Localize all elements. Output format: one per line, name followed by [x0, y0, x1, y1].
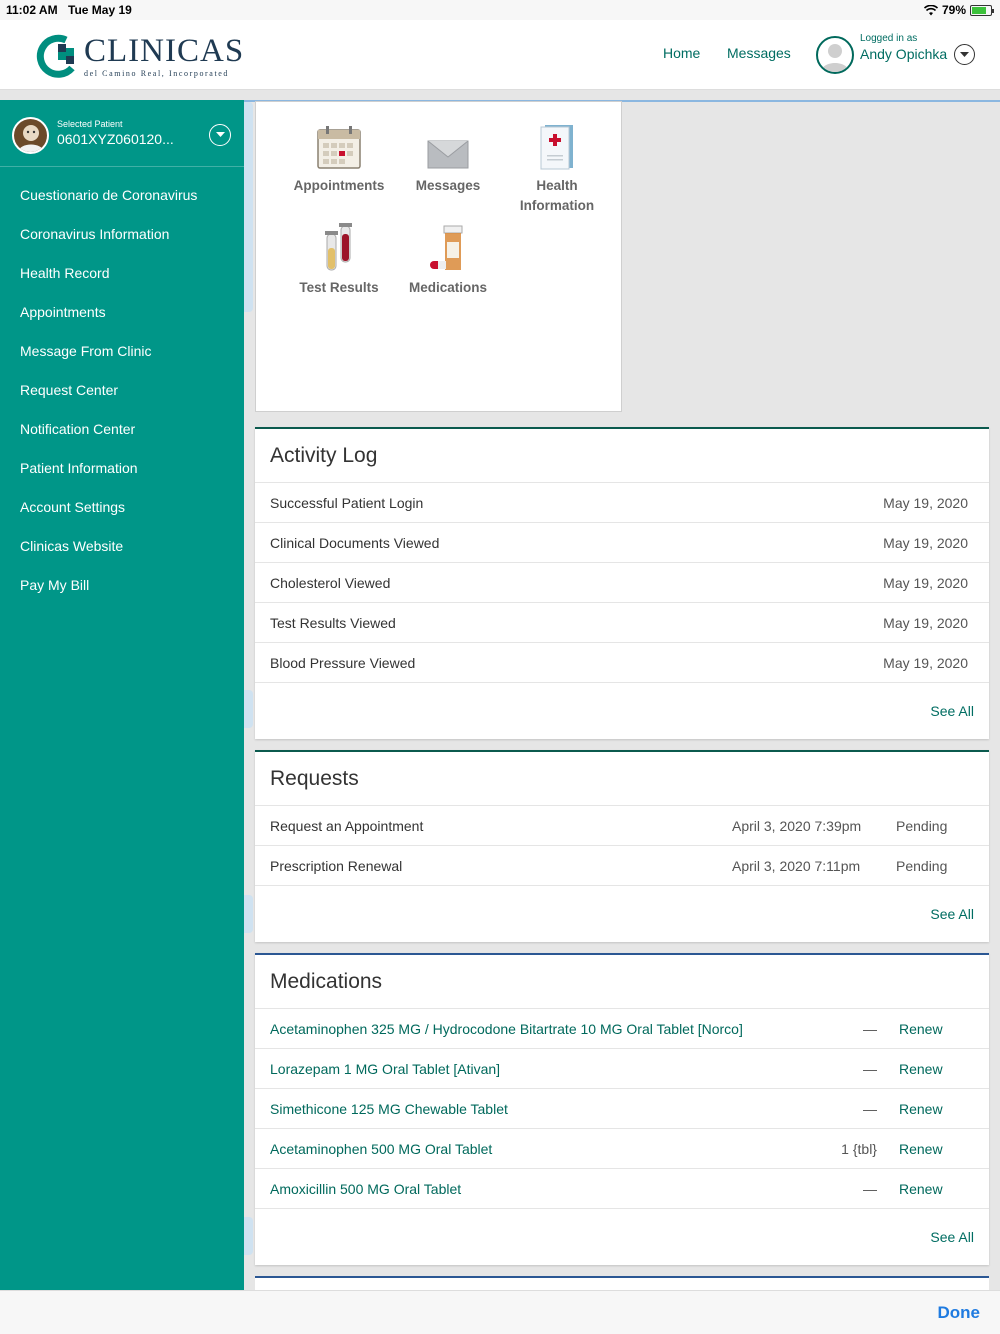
activity-date: May 19, 2020: [883, 615, 968, 631]
quick-link-appointments-label: Appointments: [293, 178, 385, 193]
quick-link-messages-label: Messages: [415, 178, 481, 193]
table-row: [255, 483, 989, 523]
activity-log-title: Activity Log: [255, 429, 989, 483]
app-header: [0, 20, 1000, 90]
table-row: [255, 643, 989, 683]
medication-renew-link[interactable]: Renew: [899, 1141, 943, 1157]
medication-name-link[interactable]: Simethicone 125 MG Chewable Tablet: [270, 1101, 508, 1117]
activity-event: Cholesterol Viewed: [270, 575, 391, 591]
health-book-icon: [539, 122, 575, 170]
pill-bottle-icon: [428, 224, 468, 272]
medication-quantity: —: [863, 1021, 877, 1037]
table-row: [255, 523, 989, 563]
table-row: [255, 1089, 989, 1129]
medication-renew-link[interactable]: Renew: [899, 1061, 943, 1077]
medication-renew-link[interactable]: Renew: [899, 1021, 943, 1037]
status-date: Tue May 19: [68, 3, 132, 17]
sidebar-item-cuestionario[interactable]: Cuestionario de Coronavirus: [20, 187, 198, 203]
sidebar-item-appointments[interactable]: Appointments: [20, 304, 106, 320]
status-bar: [0, 0, 1000, 20]
quick-link-test-results-label: Test Results: [299, 280, 379, 295]
logged-in-label: Logged in as: [860, 33, 918, 44]
panel-scroll-handle[interactable]: [244, 1217, 253, 1255]
table-row: [255, 563, 989, 603]
quick-link-health-information-label-1: Health: [536, 178, 578, 193]
medication-name-link[interactable]: Acetaminophen 325 MG / Hydrocodone Bitartrate 10 MG Oral Tablet [Norco]: [270, 1021, 743, 1037]
bottom-toolbar: [0, 1290, 1000, 1334]
requests-see-all-link[interactable]: See All: [930, 906, 974, 922]
quick-link-health-information-label-2: Information: [519, 198, 595, 213]
activity-date: May 19, 2020: [883, 535, 968, 551]
sidebar: [0, 100, 244, 1290]
medications-see-all-link[interactable]: See All: [930, 1229, 974, 1245]
activity-event: Test Results Viewed: [270, 615, 396, 631]
test-tubes-icon: [322, 222, 356, 272]
quick-links-panel: [255, 101, 622, 412]
sidebar-item-message-from-clinic[interactable]: Message From Clinic: [20, 343, 152, 359]
activity-event: Blood Pressure Viewed: [270, 655, 416, 671]
activity-date: May 19, 2020: [883, 655, 968, 671]
medication-name-link[interactable]: Amoxicillin 500 MG Oral Tablet: [270, 1181, 462, 1197]
sidebar-menu: [0, 167, 244, 605]
table-row: [255, 1049, 989, 1089]
sidebar-item-patient-information[interactable]: Patient Information: [20, 460, 138, 476]
activity-event: Successful Patient Login: [270, 495, 424, 511]
sidebar-item-request-center[interactable]: Request Center: [20, 382, 119, 398]
user-menu-chevron-down-icon[interactable]: [954, 44, 975, 65]
request-status: Pending: [896, 858, 948, 874]
medication-quantity: —: [863, 1061, 877, 1077]
activity-date: May 19, 2020: [883, 575, 968, 591]
patient-photo-icon: [14, 119, 47, 152]
wifi-icon: [924, 5, 938, 16]
medication-name-link[interactable]: Acetaminophen 500 MG Oral Tablet: [270, 1141, 493, 1157]
request-date: April 3, 2020 7:39pm: [732, 818, 862, 834]
status-right: [924, 3, 992, 17]
battery-icon: [970, 5, 992, 16]
calendar-icon: [316, 124, 362, 170]
activity-log-card: [255, 427, 989, 739]
patient-avatar: [12, 117, 49, 154]
panel-scroll-handle[interactable]: [244, 690, 253, 728]
clinicas-logo[interactable]: [36, 34, 244, 78]
envelope-icon: [427, 138, 469, 170]
sidebar-item-coronavirus-info[interactable]: Coronavirus Information: [20, 226, 170, 242]
quick-link-medications-label: Medications: [408, 280, 487, 295]
medications-card: [255, 953, 989, 1265]
selected-patient[interactable]: [0, 100, 244, 167]
table-row: [255, 1009, 989, 1049]
status-time: 11:02 AM: [6, 3, 58, 17]
panel-scroll-handle[interactable]: [244, 102, 253, 312]
next-card-edge: [255, 1276, 989, 1290]
table-row: [255, 1129, 989, 1169]
quick-link-test-results[interactable]: [284, 222, 394, 298]
logo-sub: del Camino Real, Incorporated: [84, 68, 230, 78]
request-name: Request an Appointment: [270, 818, 424, 834]
table-row: [255, 806, 989, 846]
request-date: April 3, 2020 7:11pm: [732, 858, 861, 874]
selected-patient-label: Selected Patient: [57, 119, 123, 129]
medication-renew-link[interactable]: Renew: [899, 1101, 943, 1117]
user-silhouette-icon: [818, 38, 852, 72]
requests-title: Requests: [255, 752, 989, 806]
medication-name-link[interactable]: Lorazepam 1 MG Oral Tablet [Ativan]: [270, 1061, 501, 1077]
quick-link-appointments[interactable]: [284, 120, 394, 196]
sidebar-item-account-settings[interactable]: Account Settings: [20, 499, 126, 515]
medication-quantity: —: [863, 1181, 877, 1197]
quick-link-messages[interactable]: [393, 120, 503, 196]
medication-quantity: 1 {tbl}: [841, 1141, 877, 1157]
logo-main: CLINICAS: [84, 32, 245, 69]
user-avatar[interactable]: [816, 36, 854, 74]
activity-log-see-all-link[interactable]: See All: [930, 703, 974, 719]
request-name: Prescription Renewal: [270, 858, 403, 874]
clinicas-logo-icon: [36, 34, 80, 78]
nav-messages-link[interactable]: Messages: [727, 45, 791, 61]
medication-quantity: —: [863, 1101, 877, 1117]
done-button[interactable]: Done: [937, 1303, 980, 1322]
table-row: [255, 846, 989, 886]
sidebar-item-clinicas-website[interactable]: Clinicas Website: [20, 538, 124, 554]
quick-link-medications[interactable]: [393, 222, 503, 298]
quick-link-health-information[interactable]: [502, 120, 612, 216]
request-status: Pending: [896, 818, 948, 834]
sidebar-item-pay-my-bill[interactable]: Pay My Bill: [20, 577, 90, 593]
patient-chevron-down-icon[interactable]: [209, 124, 231, 146]
battery-percent: 79%: [941, 3, 966, 17]
logged-in-user-name[interactable]: Andy Opichka: [860, 46, 948, 62]
table-row: [255, 603, 989, 643]
medication-renew-link[interactable]: Renew: [899, 1181, 943, 1197]
activity-date: May 19, 2020: [883, 495, 968, 511]
logo-text: [84, 32, 245, 78]
panel-scroll-handle[interactable]: [244, 895, 253, 933]
table-row: [255, 1169, 989, 1209]
nav-home-link[interactable]: Home: [663, 45, 701, 61]
sidebar-item-health-record[interactable]: Health Record: [20, 265, 110, 281]
selected-patient-id: 0601XYZ060120...: [57, 131, 174, 147]
medications-title: Medications: [255, 955, 989, 1009]
requests-card: [255, 750, 989, 942]
sidebar-item-notification-center[interactable]: Notification Center: [20, 421, 136, 437]
activity-event: Clinical Documents Viewed: [270, 535, 440, 551]
